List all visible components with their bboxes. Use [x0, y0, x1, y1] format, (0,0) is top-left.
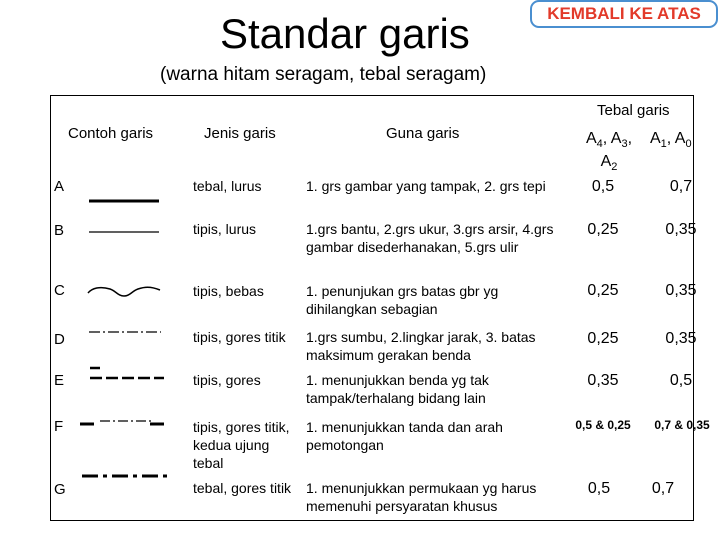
row-b-tebal-1: 0,25	[587, 221, 619, 238]
row-e-guna: 1. menunjukkan benda yg tak tampak/terhalang bidang lain	[306, 372, 489, 406]
row-d-tebal-2: 0,35	[665, 330, 697, 347]
row-c-tebal-1: 0,25	[587, 282, 619, 299]
back-to-top-button[interactable]: KEMBALI KE ATAS	[530, 0, 718, 28]
row-d-tebal-1: 0,25	[587, 330, 619, 347]
row-d-guna: 1.grs sumbu, 2.lingkar jarak, 3. batas maksimum gerakan benda	[306, 329, 536, 363]
row-e-label: E	[54, 372, 65, 389]
row-a-tebal-2: 0,7	[669, 178, 693, 195]
row-g-jenis: tebal, gores titik	[193, 480, 292, 496]
cutting-plane-line-sample	[80, 415, 164, 435]
header-guna: Guna garis	[386, 125, 460, 142]
row-f-tebal-2: 0,7 & 0,35	[654, 418, 710, 432]
thick-dash-dot-line-sample	[80, 470, 166, 482]
page-title: Standar garis	[220, 10, 470, 57]
row-f-guna: 1. menunjukkan tanda dan arah pemotongan	[306, 419, 503, 453]
header-jenis: Jenis garis	[204, 125, 276, 142]
row-e-tebal-1: 0,35	[587, 372, 619, 389]
header-col-b: $A_1$, $A_0$	[650, 130, 692, 151]
row-d-jenis: tipis, gores titik	[193, 329, 286, 345]
row-e-jenis: tipis, gores	[193, 372, 261, 388]
row-e-tebal-2: 0,5	[669, 372, 693, 389]
thick-solid-line-sample	[80, 196, 162, 206]
row-c-guna: 1. penunjukan grs batas gbr yg dihilangkan sebagian	[306, 283, 499, 317]
header-col-a: $A_4$, $A_3$, $A_2$	[585, 130, 633, 174]
row-b-guna: 1.grs bantu, 2.grs ukur, 3.grs arsir, 4.grs gambar disederhanakan, 5.grs ulir	[306, 221, 554, 255]
row-d-label: D	[54, 331, 65, 348]
freehand-line-sample	[80, 282, 164, 302]
row-a-jenis: tebal, lurus	[193, 178, 262, 194]
row-a-label: A	[54, 178, 65, 195]
subtitle: (warna hitam seragam, tebal seragam)	[160, 64, 487, 85]
row-g-tebal-2: 0,7	[651, 480, 675, 497]
row-a-tebal-1: 0,5	[591, 178, 615, 195]
row-c-label: C	[54, 282, 65, 299]
row-f-label: F	[54, 418, 64, 435]
row-f-jenis: tipis, gores titik, kedua ujung tebal	[193, 419, 290, 471]
thin-solid-line-sample	[80, 227, 162, 237]
header-tebal: Tebal garis	[597, 102, 670, 119]
row-c-tebal-2: 0,35	[665, 282, 697, 299]
row-g-label: G	[54, 481, 66, 498]
row-g-tebal-1: 0,5	[587, 480, 611, 497]
row-g-guna: 1. menunjukkan permukaan yg harus memenuhi persyaratan khusus	[306, 480, 537, 514]
dash-dot-line-sample	[80, 327, 164, 337]
dashed-line-sample	[80, 364, 164, 384]
row-b-jenis: tipis, lurus	[193, 221, 257, 237]
row-b-tebal-2: 0,35	[665, 221, 697, 238]
row-b-label: B	[54, 222, 65, 239]
row-a-guna: 1. grs gambar yang tampak, 2. grs tepi	[306, 178, 546, 194]
row-c-jenis: tipis, bebas	[193, 283, 264, 299]
header-contoh: Contoh garis	[68, 125, 154, 142]
row-f-tebal-1: 0,5 & 0,25	[575, 418, 631, 432]
